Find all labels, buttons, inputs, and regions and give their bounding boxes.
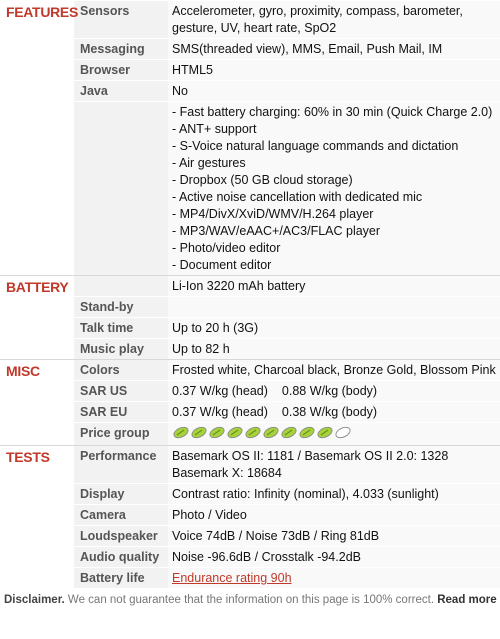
display-value: Contrast ratio: Infinity (nominal), 4.033 (sunlight) [168, 484, 500, 505]
sar-us-head: 0.37 W/kg (head) [172, 384, 268, 398]
standby-label: Stand-by [74, 297, 168, 318]
extras-label [74, 102, 168, 276]
messaging-label: Messaging [74, 39, 168, 60]
browser-value: HTML5 [168, 60, 500, 81]
spec-row-audio-quality [0, 547, 500, 568]
performance-value [168, 446, 500, 484]
extras-item: - Dropbox (50 GB cloud storage) [172, 173, 353, 187]
spec-row-standby [0, 297, 500, 318]
display-label: Display [74, 484, 168, 505]
spec-row-performance [0, 446, 500, 484]
music-play-label: Music play [74, 339, 168, 360]
java-label: Java [74, 81, 168, 102]
sar-eu-body: 0.38 W/kg (body) [281, 405, 378, 419]
camera-value: Photo / Video [168, 505, 500, 526]
sar-us-body: 0.88 W/kg (body) [281, 384, 378, 398]
battery-life-value [168, 568, 500, 589]
price-coin-filled-icon [262, 426, 280, 439]
music-play-value: Up to 82 h [168, 339, 500, 360]
colors-value: Frosted white, Charcoal black, Bronze Gold, Blossom Pink [168, 360, 500, 381]
spec-row-java [0, 81, 500, 102]
spec-row-extras [0, 102, 500, 276]
extras-item: - ANT+ support [172, 122, 257, 136]
battery-life-label: Battery life [74, 568, 168, 589]
spec-row-battery-life [0, 568, 500, 589]
colors-label: Colors [74, 360, 168, 381]
section-title-tests: TESTS [0, 446, 74, 589]
disclaimer-text: We can not guarantee that the information on this page is 100% correct. [64, 594, 435, 606]
sensors-label: Sensors [74, 1, 168, 39]
talk-time-label: Talk time [74, 318, 168, 339]
extras-item: - S-Voice natural language commands and dictation [172, 139, 459, 153]
extras-item: - Photo/video editor [172, 241, 281, 255]
spec-row-price-group [0, 423, 500, 446]
endurance-rating-link[interactable]: Endurance rating 90h [172, 571, 292, 585]
price-coin-filled-icon [190, 426, 208, 439]
price-coin-filled-icon [280, 426, 298, 439]
spec-row-loudspeaker [0, 526, 500, 547]
sar-eu-label: SAR EU [74, 402, 168, 423]
price-coin-filled-icon [208, 426, 226, 439]
spec-row-display [0, 484, 500, 505]
camera-label: Camera [74, 505, 168, 526]
section-title-misc: MISC [0, 360, 74, 446]
spec-row-colors [0, 360, 500, 381]
extras-item: - Air gestures [172, 156, 246, 170]
price-rating [172, 425, 352, 439]
sar-us-value [168, 381, 500, 402]
spec-row-sar-us [0, 381, 500, 402]
section-title-battery: BATTERY [0, 276, 74, 360]
java-value: No [168, 81, 500, 102]
extras-item: - MP4/DivX/XviD/WMV/H.264 player [172, 207, 374, 221]
price-coin-filled-icon [244, 426, 262, 439]
disclaimer-label: Disclaimer. [4, 594, 65, 606]
spec-row-sensors [0, 1, 500, 39]
extras-item: - MP3/WAV/eAAC+/AC3/FLAC player [172, 224, 381, 238]
extras-item: - Active noise cancellation with dedicated mic [172, 190, 423, 204]
talk-time-value: Up to 20 h (3G) [168, 318, 500, 339]
spec-row-browser [0, 60, 500, 81]
browser-label: Browser [74, 60, 168, 81]
price-coin-filled-icon [226, 426, 244, 439]
price-group-value [168, 423, 500, 446]
section-title-features: FEATURES [0, 1, 74, 276]
extras-item: - Document editor [172, 258, 272, 272]
disclaimer [0, 588, 500, 608]
audio-quality-label: Audio quality [74, 547, 168, 568]
extras-value [168, 102, 500, 276]
price-coin-empty-icon [334, 426, 352, 439]
messaging-value: SMS(threaded view), MMS, Email, Push Mail, IM [168, 39, 500, 60]
price-group-label: Price group [74, 423, 168, 446]
loudspeaker-value: Voice 74dB / Noise 73dB / Ring 81dB [168, 526, 500, 547]
loudspeaker-label: Loudspeaker [74, 526, 168, 547]
sar-eu-value [168, 402, 500, 423]
price-coin-filled-icon [298, 426, 316, 439]
audio-quality-value: Noise -96.6dB / Crosstalk -94.2dB [168, 547, 500, 568]
performance-line: Basemark X: 18684 [172, 466, 282, 480]
performance-line: Basemark OS II: 1181 / Basemark OS II 2.0: 1328 [172, 449, 449, 463]
sar-us-label: SAR US [74, 381, 168, 402]
spec-row-sar-eu [0, 402, 500, 423]
sensors-value: Accelerometer, gyro, proximity, compass, barometer, gesture, UV, heart rate, SpO2 [168, 1, 500, 39]
spec-row-camera [0, 505, 500, 526]
read-more-link[interactable]: Read more [437, 594, 497, 606]
standby-value [168, 297, 500, 318]
price-coin-filled-icon [316, 426, 334, 439]
battery-value: Li-Ion 3220 mAh battery [168, 276, 500, 297]
spec-row-battery [0, 276, 500, 297]
spec-row-talk-time [0, 318, 500, 339]
spec-row-messaging [0, 39, 500, 60]
sar-eu-head: 0.37 W/kg (head) [172, 405, 268, 419]
price-coin-filled-icon [172, 426, 190, 439]
battery-label [74, 276, 168, 297]
performance-label: Performance [74, 446, 168, 484]
spec-row-music-play [0, 339, 500, 360]
extras-item: - Fast battery charging: 60% in 30 min (Quick Charge 2.0) [172, 105, 493, 119]
